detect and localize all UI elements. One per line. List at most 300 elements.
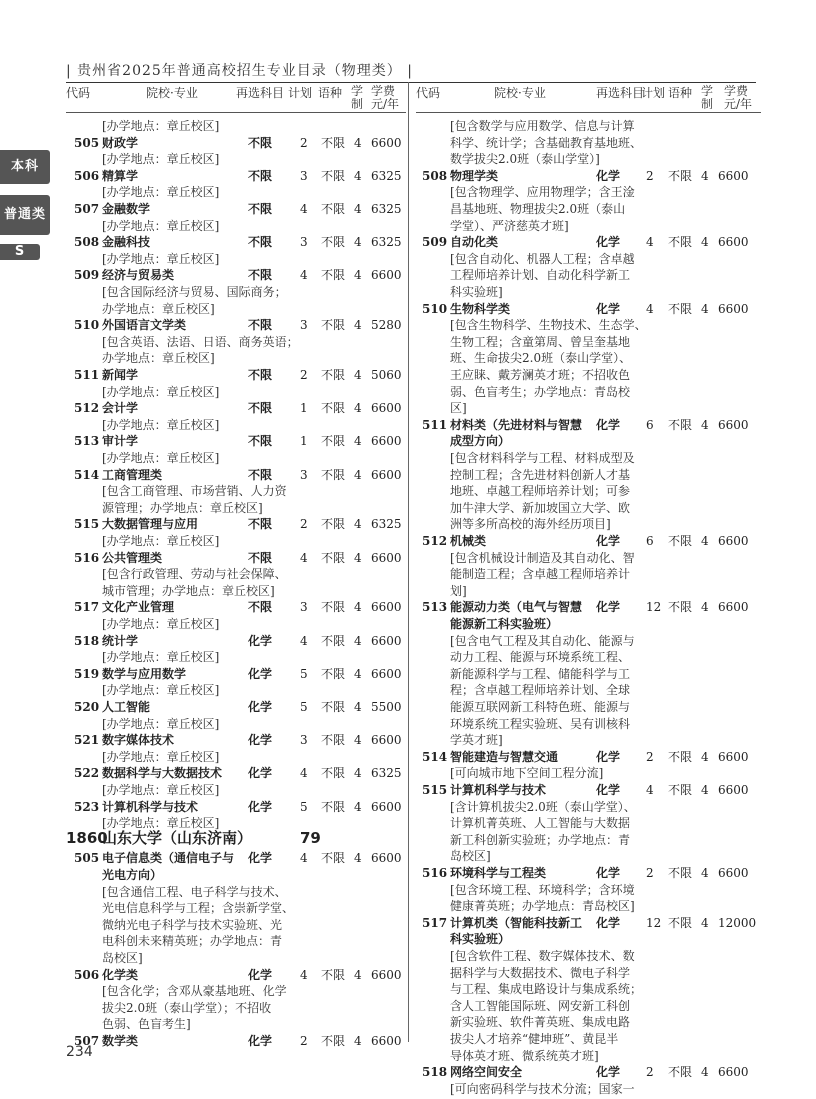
program-name: 新闻学 — [102, 368, 139, 382]
program-name: 电子信息类（通信电子与 — [102, 851, 235, 866]
program-note: 城市管理；办学地点：章丘校区] — [102, 583, 275, 598]
program-note: [包含国际经济与贸易、国际商务； — [102, 285, 287, 299]
program-note: [包含化学；含邓从豪基地班、化学 — [102, 984, 287, 999]
program-note: [办学地点：章丘校区] — [102, 716, 220, 731]
program-name: 外国语言文学类 — [102, 318, 187, 333]
duration: 4 — [354, 268, 362, 283]
program-note: 环境系统工程实验班、吴有训核科 — [450, 716, 631, 731]
program-note: 洲等多所高校的海外经历项目] — [450, 517, 611, 532]
language: 不限 — [321, 1034, 346, 1048]
required-subject: 化学 — [248, 967, 273, 982]
plan-count: 4 — [300, 851, 308, 866]
language: 不限 — [321, 467, 346, 482]
program-note: 新能源科学与工程、储能科学与工 — [450, 666, 631, 681]
required-subject: 化学 — [596, 749, 621, 764]
program-code: 516 — [422, 866, 448, 880]
tuition-fee: 6325 — [371, 235, 402, 250]
plan-count: 3 — [300, 467, 308, 482]
program-code: 523 — [74, 799, 100, 814]
program-note: 弱、色盲考生；办学地点：青岛校 — [450, 384, 631, 399]
required-subject: 化学 — [248, 1034, 273, 1048]
program-code: 510 — [74, 318, 100, 333]
program-note: [包含机械设计制造及其自动化、智 — [450, 550, 635, 565]
language: 不限 — [321, 666, 346, 681]
program-name: 数学类 — [102, 1034, 139, 1048]
program-note: 生物工程；含童第周、曾呈奎基地 — [450, 334, 631, 349]
language: 不限 — [321, 517, 346, 532]
program-note: 计算机菁英班、人工智能与大数据 — [450, 816, 631, 831]
program-note: 健康菁英班；办学地点：青岛校区] — [450, 899, 635, 914]
language: 不限 — [321, 434, 346, 449]
column-header: 语种 — [668, 86, 693, 100]
program-note: [包含通信工程、电子科学与技术、 — [102, 884, 287, 899]
column-header: 再选科目 — [236, 86, 285, 100]
column-header: 代码 — [66, 86, 91, 100]
required-subject: 化学 — [248, 799, 273, 814]
language: 不限 — [668, 600, 693, 615]
language: 不限 — [321, 700, 346, 714]
required-subject: 化学 — [596, 1065, 621, 1080]
program-note: [包含材料科学与工程、材料成型及 — [450, 451, 635, 465]
program-name: 物理学类 — [450, 168, 499, 183]
language: 不限 — [321, 733, 346, 748]
program-code: 514 — [74, 467, 100, 482]
required-subject: 化学 — [596, 600, 621, 615]
language: 不限 — [668, 915, 693, 930]
program-note: [包含生物科学、生物技术、生态学、 — [450, 318, 647, 333]
program-code: 520 — [74, 700, 100, 714]
tuition-fee: 6600 — [371, 733, 402, 748]
language: 不限 — [321, 318, 346, 333]
plan-count: 2 — [646, 749, 654, 764]
duration: 4 — [701, 417, 709, 432]
required-subject: 化学 — [596, 168, 621, 183]
program-note: 控制工程；含先进材料创新人才基 — [450, 467, 631, 482]
required-subject: 不限 — [248, 600, 273, 615]
program-note: [包含环境工程、环境科学；含环境 — [450, 882, 635, 897]
program-code: 518 — [74, 633, 100, 648]
duration: 4 — [354, 368, 362, 382]
required-subject: 不限 — [248, 434, 273, 449]
duration: 4 — [701, 235, 709, 250]
program-note: [办学地点：章丘校区] — [102, 119, 220, 133]
required-subject: 不限 — [248, 550, 273, 565]
duration: 4 — [354, 633, 362, 648]
program-name: 智能建造与智慧交通 — [450, 749, 559, 764]
required-subject: 化学 — [248, 733, 273, 748]
duration: 4 — [354, 517, 362, 532]
program-code: 508 — [422, 168, 448, 183]
tuition-fee: 6325 — [371, 517, 402, 532]
duration: 4 — [354, 666, 362, 681]
program-note: 科学、统计学；含基础教育基地班、 — [450, 135, 643, 150]
language: 不限 — [668, 749, 693, 764]
language: 不限 — [321, 135, 346, 150]
program-code: 506 — [74, 168, 100, 183]
plan-count: 12 — [646, 915, 662, 930]
tuition-fee: 6600 — [371, 135, 402, 150]
program-note: 拔尖2.0班（泰山学堂）；不招收 — [102, 1000, 272, 1015]
duration: 4 — [701, 600, 709, 615]
program-name: 数学与应用数学 — [102, 666, 187, 681]
program-name: 会计学 — [102, 401, 139, 416]
required-subject: 不限 — [248, 368, 273, 382]
program-code: 507 — [74, 202, 100, 216]
required-subject: 化学 — [596, 235, 621, 250]
program-code: 513 — [422, 600, 448, 615]
required-subject: 化学 — [596, 301, 621, 316]
program-note: 学堂）、严济慈英才班] — [450, 218, 569, 233]
program-note: 学英才班] — [450, 733, 503, 748]
program-name: 大数据管理与应用 — [102, 517, 199, 532]
program-name: 经济与贸易类 — [102, 268, 175, 283]
program-code: 511 — [422, 417, 448, 432]
language: 不限 — [321, 600, 346, 615]
tuition-fee: 6600 — [718, 783, 749, 797]
side-tab: 本科 — [0, 150, 50, 184]
program-name: 统计学 — [102, 633, 139, 648]
program-note: [办学地点：章丘校区] — [102, 384, 220, 399]
program-note: 光电信息科学与工程；含崇新学堂、 — [102, 901, 295, 916]
tuition-fee: 6600 — [718, 417, 749, 432]
language: 不限 — [668, 783, 693, 797]
program-name: 工商管理类 — [102, 467, 163, 482]
language: 不限 — [668, 534, 693, 548]
program-code: 521 — [74, 733, 100, 748]
tuition-fee: 6600 — [371, 1034, 402, 1048]
program-code: 513 — [74, 434, 100, 449]
program-name: 公共管理类 — [102, 550, 163, 565]
column-divider — [408, 82, 409, 1042]
program-note: 导体英才班、微系统英才班] — [450, 1048, 599, 1063]
program-note: 划] — [450, 583, 467, 598]
program-note: [办学地点：章丘校区] — [102, 152, 220, 167]
duration: 4 — [701, 783, 709, 797]
tuition-fee: 6600 — [718, 301, 749, 316]
language: 不限 — [321, 550, 346, 565]
program-note: [办学地点：章丘校区] — [102, 451, 220, 465]
program-note: 数学拔尖2.0班（泰山学堂）] — [450, 152, 600, 167]
program-code: 507 — [74, 1034, 100, 1048]
tuition-fee: 6600 — [718, 168, 749, 183]
program-note: [包含电气工程及其自动化、能源与 — [450, 633, 635, 648]
language: 不限 — [321, 766, 346, 781]
program-note: [可向城市地下空间工程分流] — [450, 766, 604, 781]
required-subject: 化学 — [248, 633, 273, 648]
university-code: 1860 — [66, 828, 108, 847]
program-name: 计算机科学与技术 — [450, 783, 547, 797]
tuition-fee: 6600 — [718, 235, 749, 250]
duration: 4 — [701, 866, 709, 880]
language: 不限 — [321, 967, 346, 982]
plan-count: 2 — [300, 368, 308, 382]
program-code: 509 — [74, 268, 100, 283]
plan-count: 4 — [646, 235, 654, 250]
program-note: [办学地点：章丘校区] — [102, 783, 220, 797]
duration: 4 — [354, 799, 362, 814]
duration: 4 — [354, 851, 362, 866]
duration: 4 — [354, 401, 362, 416]
program-note: [办学地点：章丘校区] — [102, 251, 220, 266]
tuition-fee: 6600 — [718, 600, 749, 615]
tuition-fee: 6600 — [371, 851, 402, 866]
program-note: 程；含卓越工程师培养计划、全球 — [450, 683, 631, 698]
duration: 4 — [701, 915, 709, 930]
program-note: [办学地点：章丘校区] — [102, 816, 220, 831]
program-note: 岛校区] — [102, 951, 143, 965]
program-note: [办学地点：章丘校区] — [102, 683, 220, 698]
language: 不限 — [668, 866, 693, 880]
duration: 4 — [701, 301, 709, 316]
duration: 4 — [701, 534, 709, 548]
column-header: 计划 — [641, 86, 666, 100]
program-name: 文化产业管理 — [102, 600, 175, 615]
program-note: 含人工智能国际班、网安新工科创 — [450, 998, 631, 1013]
tuition-fee: 5280 — [371, 318, 402, 333]
program-note: 岛校区] — [450, 849, 491, 864]
program-note: 加牛津大学、新加坡国立大学、欧 — [450, 500, 631, 515]
column-header: 学 制 — [701, 84, 714, 111]
plan-count: 3 — [300, 235, 308, 250]
column-header: 院校·专业 — [494, 86, 546, 100]
required-subject: 化学 — [596, 915, 621, 930]
duration: 4 — [701, 168, 709, 183]
plan-count: 2 — [646, 866, 654, 880]
required-subject: 不限 — [248, 168, 273, 183]
program-note: 能源互联网新工科特色班、能源与 — [450, 700, 631, 714]
plan-count: 4 — [300, 967, 308, 982]
program-note: [包含数学与应用数学、信息与计算 — [450, 119, 635, 133]
plan-count: 6 — [646, 534, 654, 548]
program-code: 510 — [422, 301, 448, 316]
language: 不限 — [321, 799, 346, 814]
required-subject: 化学 — [248, 666, 273, 681]
tuition-fee: 6600 — [371, 401, 402, 416]
program-name: 机械类 — [450, 534, 487, 548]
plan-count: 2 — [300, 135, 308, 150]
tuition-fee: 6600 — [718, 866, 749, 880]
duration: 4 — [701, 749, 709, 764]
language: 不限 — [321, 268, 346, 283]
program-note: [办学地点：章丘校区] — [102, 650, 220, 665]
program-code: 519 — [74, 666, 100, 681]
required-subject: 化学 — [248, 700, 273, 714]
program-name: 计算机科学与技术 — [102, 799, 199, 814]
program-note: [包含英语、法语、日语、商务英语； — [102, 334, 299, 349]
program-note: [办学地点：章丘校区] — [102, 749, 220, 764]
program-note: [包含软件工程、数字媒体技术、数 — [450, 949, 635, 963]
tuition-fee: 6600 — [718, 749, 749, 764]
program-code: 508 — [74, 235, 100, 250]
program-name: 生物科学类 — [450, 301, 511, 316]
column-header: 再选科目 — [596, 86, 645, 100]
required-subject: 不限 — [248, 318, 273, 333]
program-name: 环境科学与工程类 — [450, 866, 547, 880]
program-name: 能源动力类（电气与智慧 — [450, 600, 583, 615]
tuition-fee: 5500 — [371, 700, 402, 714]
program-code: 515 — [422, 783, 448, 797]
required-subject: 化学 — [596, 866, 621, 880]
program-note: 电科创未来精英班；办学地点：青 — [102, 934, 283, 949]
program-note: 拔尖人才培养“健坤班”、黄昆半 — [450, 1032, 619, 1046]
language: 不限 — [321, 368, 346, 382]
required-subject: 不限 — [248, 401, 273, 416]
tuition-fee: 6600 — [371, 967, 402, 982]
duration: 4 — [701, 1065, 709, 1080]
program-note: [办学地点：章丘校区] — [102, 417, 220, 432]
column-header: 代码 — [416, 86, 441, 100]
program-note: [包含行政管理、劳动与社会保障、 — [102, 567, 287, 582]
page-number: 234 — [66, 1044, 93, 1060]
required-subject: 不限 — [248, 202, 273, 216]
plan-count: 3 — [300, 318, 308, 333]
program-name: 审计学 — [102, 434, 139, 449]
language: 不限 — [668, 417, 693, 432]
program-name: 网络空间安全 — [450, 1065, 523, 1080]
program-note: [办学地点：章丘校区] — [102, 185, 220, 200]
plan-count: 12 — [646, 600, 662, 615]
tuition-fee: 6600 — [371, 268, 402, 283]
tuition-fee: 5060 — [371, 368, 402, 382]
program-name: 精算学 — [102, 168, 139, 183]
column-header: 学 制 — [351, 84, 364, 111]
column-header: 语种 — [318, 86, 343, 100]
language: 不限 — [668, 168, 693, 183]
program-code: 516 — [74, 550, 100, 565]
language: 不限 — [668, 301, 693, 316]
tuition-fee: 6600 — [371, 666, 402, 681]
program-name: 人工智能 — [102, 700, 151, 714]
program-code: 511 — [74, 368, 100, 382]
language: 不限 — [321, 851, 346, 866]
plan-count: 4 — [300, 268, 308, 283]
required-subject: 不限 — [248, 135, 273, 150]
column-header: 院校·专业 — [146, 86, 198, 100]
plan-count: 3 — [300, 733, 308, 748]
language: 不限 — [321, 401, 346, 416]
plan-count: 2 — [646, 168, 654, 183]
duration: 4 — [354, 318, 362, 333]
duration: 4 — [354, 766, 362, 781]
tuition-fee: 6600 — [371, 799, 402, 814]
plan-count: 4 — [646, 301, 654, 316]
program-name: 数字媒体技术 — [102, 733, 175, 748]
program-note: 办学地点：章丘校区] — [102, 351, 215, 366]
program-note: 据科学与大数据技术、微电子科学 — [450, 965, 631, 980]
program-note: 区] — [450, 401, 467, 416]
university-name: 山东大学（山东济南） — [102, 828, 253, 847]
plan-count: 3 — [300, 168, 308, 183]
duration: 4 — [354, 235, 362, 250]
tuition-fee: 6600 — [718, 1065, 749, 1080]
program-note: 源管理；办学地点：章丘校区] — [102, 500, 263, 515]
program-note: [包含物理学、应用物理学；含王淦 — [450, 185, 635, 200]
program-note: [可向密码科学与技术分流；国家一 — [450, 1081, 635, 1096]
required-subject: 化学 — [596, 534, 621, 548]
plan-count: 5 — [300, 666, 308, 681]
required-subject: 不限 — [248, 235, 273, 250]
tuition-fee: 6600 — [371, 550, 402, 565]
duration: 4 — [354, 550, 362, 565]
language: 不限 — [668, 1065, 693, 1080]
program-name: 金融数学 — [102, 202, 151, 216]
column-header-row — [66, 85, 406, 111]
program-code: 517 — [422, 915, 448, 930]
program-code: 512 — [422, 534, 448, 548]
program-name: 数据科学与大数据技术 — [102, 766, 223, 781]
program-note: 色弱、色盲考生] — [102, 1017, 191, 1032]
program-name: 财政学 — [102, 135, 139, 150]
header-rule — [66, 82, 756, 83]
program-note: 动力工程、能源与环境系统工程、 — [450, 650, 631, 665]
program-note: 办学地点：章丘校区] — [102, 301, 215, 316]
program-code: 505 — [74, 135, 100, 150]
plan-count: 2 — [646, 1065, 654, 1080]
program-note: [办学地点：章丘校区] — [102, 617, 220, 631]
tuition-fee: 6325 — [371, 168, 402, 183]
program-note: 地班、卓越工程师培养计划；可参 — [450, 484, 631, 499]
program-name-cont: 光电方向） — [102, 868, 163, 882]
language: 不限 — [321, 235, 346, 250]
duration: 4 — [354, 733, 362, 748]
program-note: 新实验班、软件菁英班、集成电路 — [450, 1015, 631, 1030]
language: 不限 — [321, 168, 346, 183]
tuition-fee: 6325 — [371, 202, 402, 216]
program-name-cont: 能源新工科实验班） — [450, 617, 559, 631]
column-header: 学费 元/年 — [724, 84, 753, 111]
program-note: [包含工商管理、市场营销、人力资 — [102, 484, 287, 499]
plan-count: 5 — [300, 700, 308, 714]
required-subject: 化学 — [596, 783, 621, 797]
tuition-fee: 6325 — [371, 766, 402, 781]
program-code: 518 — [422, 1065, 448, 1080]
duration: 4 — [354, 202, 362, 216]
required-subject: 不限 — [248, 467, 273, 482]
required-subject: 化学 — [248, 766, 273, 781]
program-code: 505 — [74, 851, 100, 866]
program-note: 工程师培养计划、自动化科学新工 — [450, 268, 631, 283]
program-note: 能制造工程；含卓越工程师培养计 — [450, 567, 631, 582]
plan-count: 1 — [300, 434, 308, 449]
required-subject: 不限 — [248, 268, 273, 283]
program-name: 金融科技 — [102, 235, 151, 250]
program-name: 计算机类（智能科技新工 — [450, 915, 583, 930]
plan-count: 5 — [300, 799, 308, 814]
required-subject: 化学 — [596, 417, 621, 432]
program-name: 自动化类 — [450, 235, 499, 250]
program-note: [办学地点：章丘校区] — [102, 534, 220, 548]
language: 不限 — [668, 235, 693, 250]
required-subject: 化学 — [248, 851, 273, 866]
plan-count: 4 — [300, 550, 308, 565]
program-note: [包含自动化、机器人工程；含卓越 — [450, 251, 635, 266]
tuition-fee: 6600 — [718, 534, 749, 548]
tuition-fee: 6600 — [371, 600, 402, 615]
program-note: [含计算机拔尖2.0班（泰山学堂）、 — [450, 799, 636, 814]
plan-count: 4 — [300, 202, 308, 216]
program-note: 与工程、集成电路设计与集成系统； — [450, 982, 643, 997]
tuition-fee: 12000 — [718, 915, 757, 930]
program-name: 化学类 — [102, 967, 139, 982]
program-code: 515 — [74, 517, 100, 532]
program-note: [办学地点：章丘校区] — [102, 218, 220, 233]
tuition-fee: 6600 — [371, 467, 402, 482]
column-header: 学费 元/年 — [371, 84, 400, 111]
plan-count: 4 — [646, 783, 654, 797]
duration: 4 — [354, 1034, 362, 1048]
plan-count: 3 — [300, 600, 308, 615]
program-code: 509 — [422, 235, 448, 250]
